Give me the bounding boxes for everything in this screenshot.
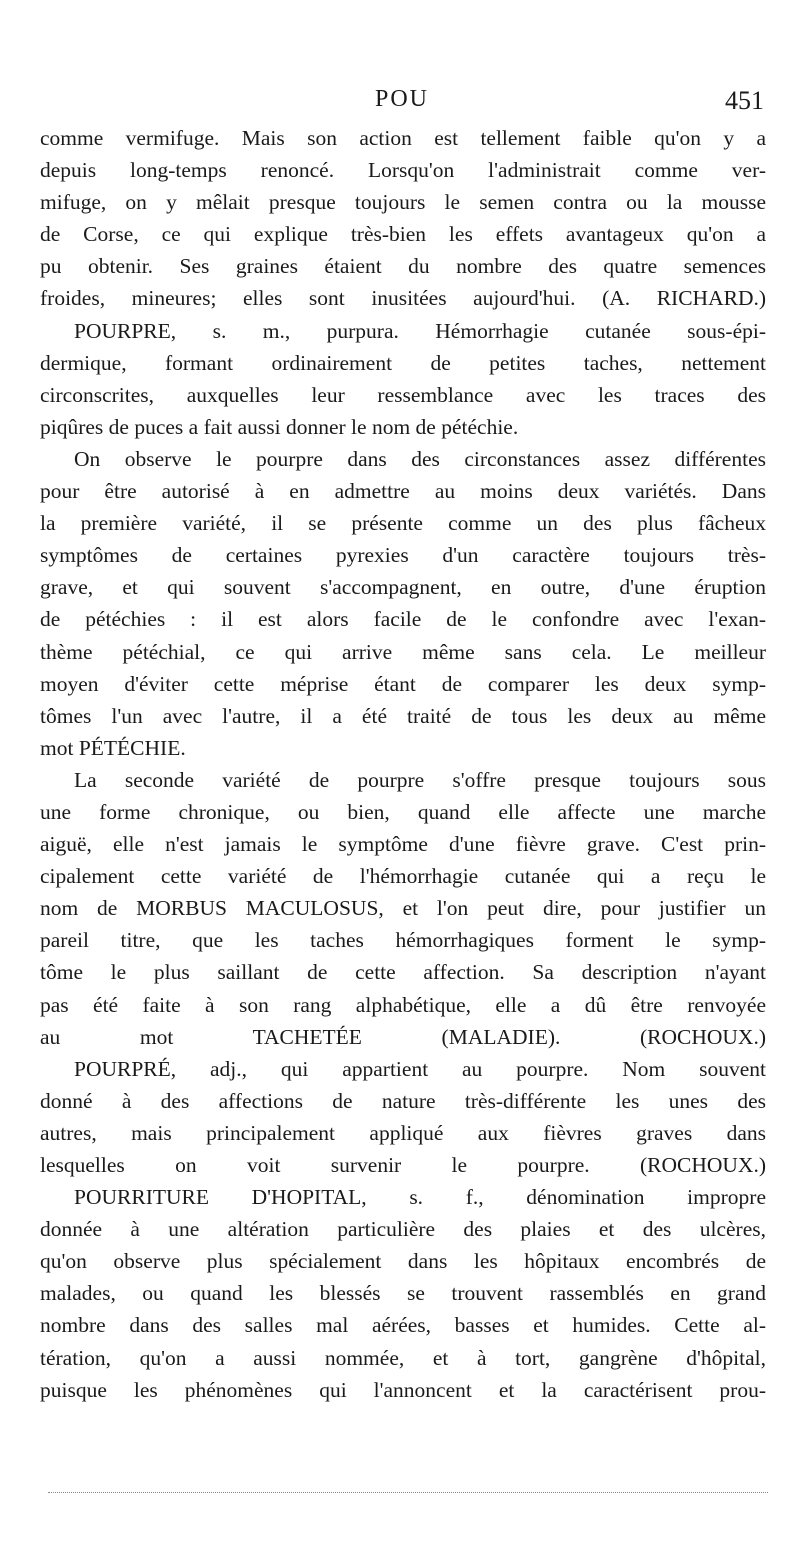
footer-dotted-rule bbox=[48, 1492, 768, 1493]
text-line: aiguë, elle n'est jamais le symptôme d'une fièvre grave. C'est prin- bbox=[40, 832, 766, 857]
text-line: cipalement cette variété de l'hémorrhagie cutanée qui a reçu le bbox=[40, 864, 766, 889]
text-line: autres, mais principalement appliqué aux fièvres graves dans bbox=[40, 1120, 766, 1145]
page-number: 451 bbox=[725, 86, 764, 115]
text-line: de pétéchies : il est alors facile de le confondre avec l'exan- bbox=[40, 607, 766, 632]
text-line: La seconde variété de pourpre s'offre presque toujours sous bbox=[74, 767, 766, 792]
text-line: comme vermifuge. Mais son action est tellement faible qu'on y a bbox=[40, 126, 766, 150]
entry-heading-line: POURRITURE D'HOPITAL, s. f., dénomination impropre bbox=[74, 1185, 766, 1210]
text-line: pareil titre, que les taches hémorrhagiques forment le symp- bbox=[40, 928, 766, 953]
text-line: thème pétéchial, ce qui arrive même sans cela. Le meilleur bbox=[40, 639, 766, 664]
running-head: POU bbox=[374, 86, 429, 112]
text-line: dermique, formant ordinairement de petites taches, nettement bbox=[40, 350, 766, 375]
text-line: malades, ou quand les blessés se trouvent rassemblés en grand bbox=[40, 1281, 766, 1306]
text-line: grave, et qui souvent s'accompagnent, en outre, d'une éruption bbox=[40, 575, 766, 600]
text-line: moyen d'éviter cette méprise étant de comparer les deux symp- bbox=[40, 671, 766, 696]
text-line: On observe le pourpre dans des circonstances assez différentes bbox=[74, 446, 766, 471]
text-line: froides, mineures; elles sont inusitées aujourd'hui. (A. RICHARD.) bbox=[40, 286, 766, 311]
text-line: symptômes de certaines pyrexies d'un caractère toujours très- bbox=[40, 543, 766, 568]
entry-heading-line: POURPRE, s. m., purpura. Hémorrhagie cutanée sous-épi- bbox=[74, 318, 766, 343]
text-line: mot PÉTÉCHIE. bbox=[40, 735, 186, 760]
text-line: depuis long-temps renoncé. Lorsqu'on l'administrait comme ver- bbox=[40, 158, 766, 183]
text-line: mifuge, on y mêlait presque toujours le semen contra ou la mousse bbox=[40, 190, 766, 215]
text-line: pour être autorisé à en admettre au moins deux variétés. Dans bbox=[40, 479, 766, 504]
text-line: la première variété, il se présente comme un des plus fâcheux bbox=[40, 511, 766, 536]
text-line: tôme le plus saillant de cette affection. Sa description n'ayant bbox=[40, 960, 766, 985]
text-line: nombre dans des salles mal aérées, basses et humides. Cette al- bbox=[40, 1313, 766, 1338]
text-line: qu'on observe plus spécialement dans les hôpitaux encombrés de bbox=[40, 1249, 766, 1274]
text-line: lesquelles on voit survenir le pourpre. (ROCHOUX.) bbox=[40, 1153, 766, 1177]
text-line: nom de MORBUS MACULOSUS, et l'on peut dire, pour justifier un bbox=[40, 896, 766, 921]
entry-heading-line: POURPRÉ, adj., qui appartient au pourpre. Nom souvent bbox=[74, 1056, 766, 1081]
page-header bbox=[40, 86, 764, 120]
text-line: tômes l'un avec l'autre, il a été traité de tous les deux au même bbox=[40, 703, 766, 728]
text-line: tération, qu'on a aussi nommée, et à tort, gangrène d'hôpital, bbox=[40, 1345, 766, 1370]
text-line: piqûres de puces a fait aussi donner le nom de pétéchie. bbox=[40, 414, 519, 439]
body-text bbox=[40, 122, 766, 1406]
text-line: puisque les phénomènes qui l'annoncent et la caractérisent prou- bbox=[40, 1377, 766, 1402]
text-line: de Corse, ce qui explique très-bien les effets avantageux qu'on a bbox=[40, 222, 766, 247]
text-line: pas été faite à son rang alphabétique, elle a dû être renvoyée bbox=[40, 992, 766, 1017]
text-line: donnée à une altération particulière des plaies et des ulcères, bbox=[40, 1217, 766, 1242]
text-line: donné à des affections de nature très-différente les unes des bbox=[40, 1088, 766, 1113]
text-line: circonscrites, auxquelles leur ressemblance avec les traces des bbox=[40, 382, 766, 407]
text-line: au mot TACHETÉE (MALADIE). (ROCHOUX.) bbox=[40, 1024, 766, 1049]
text-line: pu obtenir. Ses graines étaient du nombre des quatre semences bbox=[40, 254, 766, 279]
text-line: une forme chronique, ou bien, quand elle affecte une marche bbox=[40, 799, 766, 824]
